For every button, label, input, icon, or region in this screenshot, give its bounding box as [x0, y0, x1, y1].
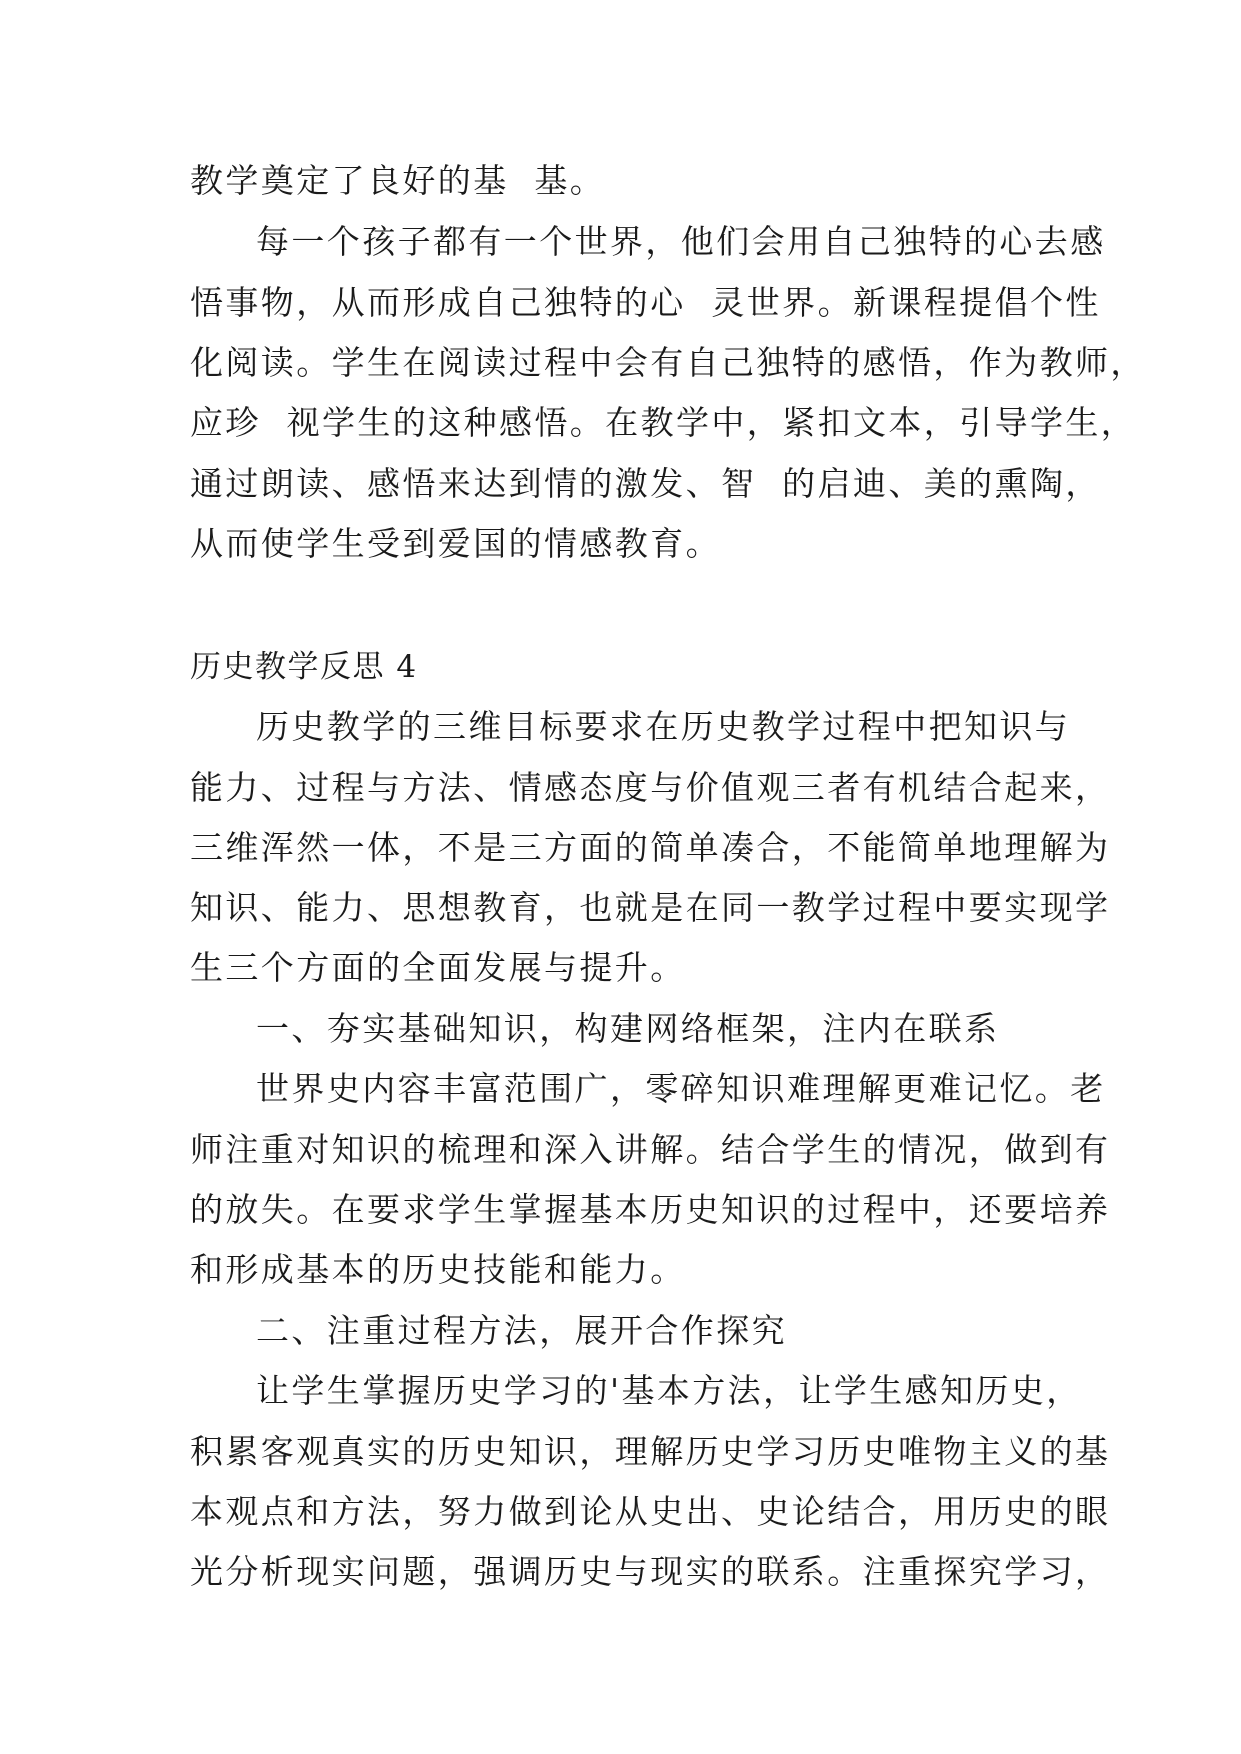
paragraph-line: 积累客观真实的历史知识，理解历史学习历史唯物主义的基	[190, 1432, 1111, 1471]
paragraph-line: 应珍 视学生的这种感悟。在教学中，紧扣文本，引导学生，	[190, 403, 1137, 442]
paragraph-line: 和形成基本的历史技能和能力。	[190, 1250, 686, 1289]
paragraph-line: 光分析现实问题，强调历史与现实的联系。注重探究学习，	[190, 1552, 1111, 1591]
paragraph-line: 能力、过程与方法、情感态度与价值观三者有机结合起来，	[190, 768, 1111, 807]
paragraph-line: 教学奠定了良好的基 基。	[190, 161, 606, 200]
paragraph-line: 生三个方面的全面发展与提升。	[190, 948, 686, 987]
section-title: 历史教学反思 4	[190, 649, 418, 685]
paragraph-line: 历史教学的三维目标要求在历史教学过程中把知识与	[256, 707, 1071, 746]
paragraph-line: 悟事物，从而形成自己独特的心 灵世界。新课程提倡个性	[190, 283, 1101, 322]
subheading-2: 二、注重过程方法，展开合作探究	[256, 1311, 787, 1350]
paragraph-line: 本观点和方法，努力做到论从史出、史论结合，用历史的眼	[190, 1492, 1111, 1531]
paragraph-line: 知识、能力、思想教育，也就是在同一教学过程中要实现学	[190, 888, 1111, 927]
paragraph-line: 通过朗读、感悟来达到情的激发、智 的启迪、美的熏陶，	[190, 464, 1101, 503]
paragraph-line: 师注重对知识的梳理和深入讲解。结合学生的情况，做到有	[190, 1130, 1111, 1169]
paragraph-line: 三维浑然一体，不是三方面的简单凑合，不能简单地理解为	[190, 828, 1111, 867]
paragraph-line: 化阅读。学生在阅读过程中会有自己独特的感悟，作为教师，	[190, 343, 1146, 382]
paragraph-line: 每一个孩子都有一个世界，他们会用自己独特的心去感	[256, 222, 1106, 261]
paragraph-line: 的放失。在要求学生掌握基本历史知识的过程中，还要培养	[190, 1190, 1111, 1229]
paragraph-line: 让学生掌握历史学习的'基本方法，让学生感知历史，	[256, 1371, 1082, 1410]
paragraph-line: 从而使学生受到爱国的情感教育。	[190, 524, 721, 563]
subheading-1: 一、夯实基础知识，构建网络框架，注内在联系	[256, 1009, 1000, 1048]
paragraph-line: 世界史内容丰富范围广，零碎知识难理解更难记忆。老	[256, 1069, 1106, 1108]
